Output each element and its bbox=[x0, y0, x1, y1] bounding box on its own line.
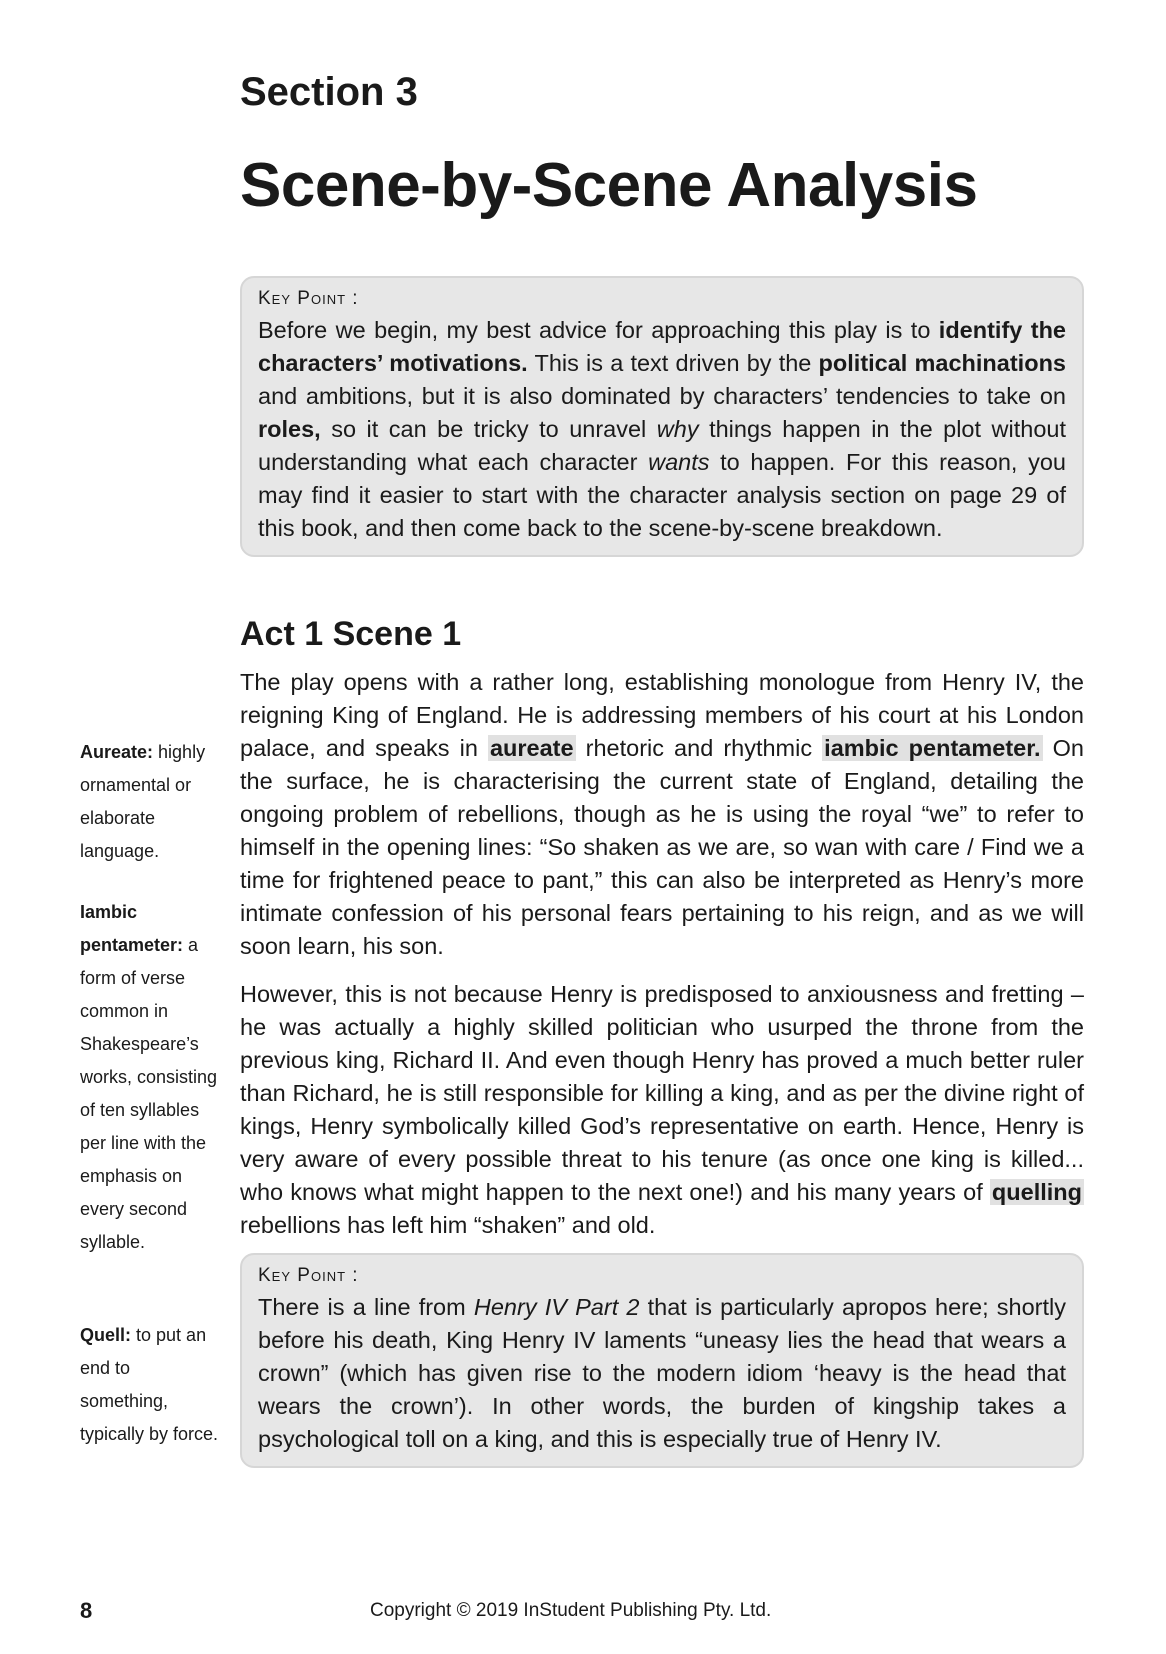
glossary-note bbox=[80, 736, 220, 868]
text-run: Before we begin, my best advice for approaching this play is to bbox=[258, 317, 939, 343]
key-point-label: Key Point : bbox=[258, 1265, 359, 1286]
text-run: This is a text driven by the bbox=[527, 350, 819, 376]
text-run: things happen in the plot without understanding what each character bbox=[258, 416, 1066, 475]
glossary-term-highlight: aureate bbox=[489, 735, 574, 761]
page-number: 8 bbox=[80, 1598, 93, 1623]
text-run: and ambitions, but it is also dominated by characters’ tendencies to take on bbox=[258, 383, 1066, 409]
body-paragraph bbox=[240, 666, 1084, 963]
glossary-term-highlight: quelling bbox=[991, 1179, 1082, 1205]
key-point-box bbox=[240, 1253, 1084, 1468]
text-run: There is a line from bbox=[258, 1294, 474, 1320]
text-run: rebellions has left him “shaken” and old. bbox=[240, 1212, 656, 1238]
key-point-text bbox=[258, 314, 1066, 545]
text-run: rhetoric and rhythmic bbox=[575, 735, 823, 761]
glossary-term: Iambic pentameter: bbox=[80, 902, 184, 955]
page-title: Scene-by-Scene Analysis bbox=[240, 151, 978, 220]
glossary-term-highlight: iambic pentameter. bbox=[824, 735, 1041, 761]
copyright-notice: Copyright © 2019 InStudent Publishing Pty. Ltd. bbox=[370, 1600, 772, 1621]
italic-phrase: Henry IV Part 2 bbox=[473, 1294, 640, 1320]
glossary-term: Aureate: bbox=[80, 742, 154, 762]
text-run: The play opens with a rather long, establishing monologue from Henry IV, the reigning King of England. He is addressing members of his court at his London palace, and speaks in bbox=[240, 669, 1084, 761]
key-point-label: Key Point : bbox=[258, 288, 359, 309]
bold-phrase: identify the characters’ motivations. bbox=[258, 317, 1067, 376]
body-paragraph bbox=[240, 978, 1084, 1242]
italic-phrase: why bbox=[656, 416, 699, 442]
key-point-box bbox=[240, 276, 1084, 557]
text-run: so it can be tricky to unravel bbox=[320, 416, 657, 442]
key-point-text bbox=[258, 1291, 1066, 1456]
text-run: However, this is not because Henry is predisposed to anxiousness and fretting – he was actually a highly skilled politician who usurped the throne from the previous king, Richard II. And even though Henry has proved a much better ruler than Richard, he is still responsible for killing a king, and as per the divine right of kings, Henry symbolically killed God’s representative on earth. Hence, Henry is very aware of every possible threat to his tenure (as once one king is killed... who knows what might happen to the next one!) and his many years of bbox=[240, 981, 1084, 1205]
glossary-definition: a form of verse common in Shakespeare’s works, consisting of ten syllables per line with the emphasis on every second syllable. bbox=[80, 935, 218, 1252]
glossary-definition: to put an end to something, typically by force. bbox=[80, 1325, 219, 1444]
bold-phrase: roles, bbox=[258, 416, 321, 442]
glossary-note bbox=[80, 896, 220, 1259]
text-run: that is particularly apropos here; shortly before his death, King Henry IV laments “uneasy lies the head that wears a crown” (which has given rise to the modern idiom ‘heavy is the head that wears the crown’). In other words, the burden of kingship takes a psychological toll on a king, and this is especially true of Henry IV. bbox=[258, 1294, 1066, 1452]
bold-phrase: political machinations bbox=[818, 350, 1066, 376]
glossary-note bbox=[80, 1319, 220, 1451]
glossary-definition: highly ornamental or elaborate language. bbox=[80, 742, 206, 861]
act-heading: Act 1 Scene 1 bbox=[240, 615, 462, 653]
italic-phrase: wants bbox=[648, 449, 710, 475]
glossary-term: Quell: bbox=[80, 1325, 132, 1345]
text-run: to happen. For this reason, you may find it easier to start with the character analysis section on page 29 of this book, and then come back to the scene-by-scene breakdown. bbox=[258, 449, 1066, 541]
text-run: On the surface, he is characterising the current state of England, detailing the ongoing problem of rebellions, though as he is using the royal “we” to refer to himself in the opening lines: “So shaken as we are, so wan with care / Find we a time for frightened peace to pant,” this can also be interpreted as Henry’s more intimate confession of his personal fears pertaining to his reign, and as we will soon learn, his son. bbox=[240, 735, 1084, 959]
section-label: Section 3 bbox=[240, 70, 418, 114]
